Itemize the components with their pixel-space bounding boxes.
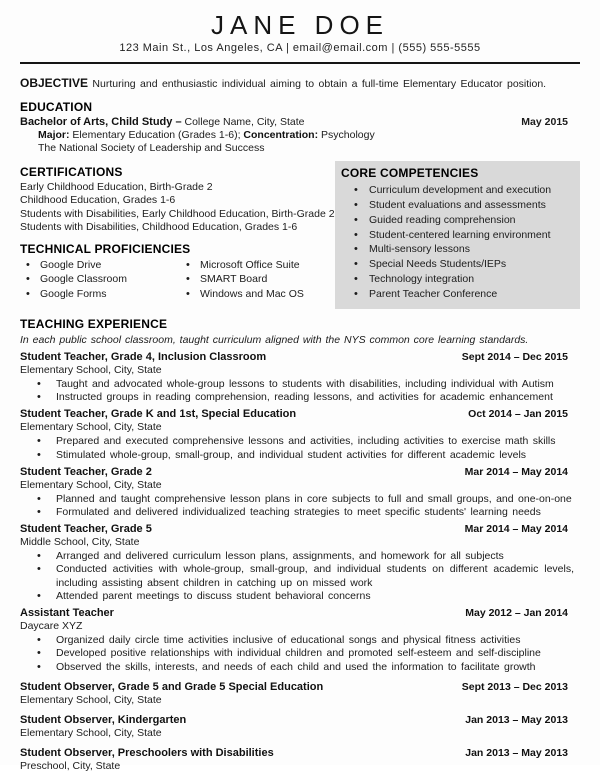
job-date: May 2012 – Jan 2014: [465, 606, 580, 620]
candidate-name: JANE DOE: [20, 10, 580, 40]
education-section: [20, 100, 580, 156]
job-date: Jan 2013 – May 2013: [465, 713, 580, 727]
certification-item: Childhood Education, Grades 1-6: [20, 194, 335, 208]
objective-text: Nurturing and enthusiastic individual aiming to obtain a full-time Elementary Educator position.: [88, 78, 546, 90]
job-date: Mar 2014 – May 2014: [465, 522, 580, 536]
header-divider: [20, 62, 580, 64]
objective-paragraph: [20, 77, 580, 91]
job-bullet: • Observed the skills, interests, and needs of each child and used the information to facilitate growth: [20, 661, 580, 674]
major-label: Major:: [38, 129, 70, 141]
certification-item: Students with Disabilities, Early Childhood Education, Birth-Grade 2: [20, 208, 335, 222]
technical-proficiencies-heading: TECHNICAL PROFICIENCIES: [20, 242, 335, 256]
experience-section: [20, 317, 580, 772]
left-column: [20, 161, 335, 301]
job-title: Assistant Teacher: [20, 606, 114, 620]
job-bullet-list: [20, 378, 580, 405]
job-bullet: • Conducted activities with whole-group, small-group, and individual students on different academic levels, including assisting absent children in catching up on missed work: [20, 563, 580, 590]
job-date: Jan 2013 – May 2013: [465, 746, 580, 760]
tech-column-2: [180, 258, 304, 301]
certifications-list: [20, 181, 335, 235]
job-organization: Daycare XYZ: [20, 620, 580, 633]
objective-label: OBJECTIVE: [20, 76, 88, 90]
experience-heading: TEACHING EXPERIENCE: [20, 317, 580, 331]
job-bullet-list: [20, 634, 580, 674]
middle-two-column-zone: [20, 161, 580, 309]
job-date: Oct 2014 – Jan 2015: [468, 407, 580, 421]
degree-title: Bachelor of Arts, Child Study –: [20, 116, 182, 128]
experience-entry: [20, 746, 580, 772]
job-organization: Elementary School, City, State: [20, 479, 580, 492]
job-title: Student Teacher, Grade K and 1st, Special Education: [20, 407, 296, 421]
education-date: May 2015: [521, 115, 580, 129]
job-title: Student Teacher, Grade 4, Inclusion Classroom: [20, 350, 266, 364]
job-title: Student Observer, Grade 5 and Grade 5 Special Education: [20, 680, 323, 694]
job-date: Sept 2014 – Dec 2015: [462, 350, 580, 364]
job-bullet-list: [20, 493, 580, 520]
job-bullet: • Planned and taught comprehensive lesson plans in core subjects to full and small groups, and one-on-one: [20, 493, 580, 506]
experience-entry: [20, 522, 580, 603]
job-title-row: [20, 606, 580, 620]
core-competencies-box: [335, 161, 580, 309]
job-bullet-list: [20, 550, 580, 603]
competency-item: • Curriculum development and execution: [341, 183, 574, 198]
education-heading: EDUCATION: [20, 100, 580, 114]
job-organization: Middle School, City, State: [20, 536, 580, 549]
experience-entry: [20, 407, 580, 461]
job-bullet: • Prepared and executed comprehensive lessons and activities, including activities to exercise math skills: [20, 435, 580, 448]
concentration-label: Concentration:: [243, 129, 318, 141]
certifications-heading: CERTIFICATIONS: [20, 165, 335, 179]
education-major-line: [20, 129, 580, 142]
education-degree-row: [20, 115, 580, 129]
job-title-row: [20, 522, 580, 536]
tech-item: • Windows and Mac OS: [180, 287, 304, 301]
job-date: Mar 2014 – May 2014: [465, 465, 580, 479]
major-text: Elementary Education (Grades 1-6);: [70, 129, 244, 141]
job-title-row: [20, 680, 580, 694]
tech-column-1: [20, 258, 180, 301]
education-honor-line: The National Society of Leadership and Success: [20, 142, 580, 155]
job-date: Sept 2013 – Dec 2013: [462, 680, 580, 694]
tech-item: • Microsoft Office Suite: [180, 258, 304, 272]
competency-item: • Multi-sensory lessons: [341, 242, 574, 257]
degree-school: College Name, City, State: [182, 116, 305, 128]
tech-item: • Google Drive: [20, 258, 180, 272]
competency-item: • Student-centered learning environment: [341, 228, 574, 243]
job-organization: Elementary School, City, State: [20, 694, 580, 707]
job-bullet: • Arranged and delivered curriculum lesson plans, assignments, and homework for all subjects: [20, 550, 580, 563]
job-title: Student Observer, Preschoolers with Disabilities: [20, 746, 274, 760]
experience-entry: [20, 606, 580, 674]
resume-header: [20, 10, 580, 55]
job-title-row: [20, 465, 580, 479]
tech-item: • SMART Board: [180, 272, 304, 286]
certification-item: Early Childhood Education, Birth-Grade 2: [20, 181, 335, 195]
job-title: Student Teacher, Grade 2: [20, 465, 152, 479]
job-title-row: [20, 713, 580, 727]
job-title-row: [20, 746, 580, 760]
experience-intro: In each public school classroom, taught curriculum aligned with the NYS common core learning standards.: [20, 334, 580, 347]
job-bullet: • Organized daily circle time activities inclusive of educational songs and physical fitness activities: [20, 634, 580, 647]
job-bullet: • Formulated and delivered individualized teaching strategies to meet specific students' learning needs: [20, 506, 580, 519]
experience-entry: [20, 465, 580, 519]
contact-line: 123 Main St., Los Angeles, CA | email@email.com | (555) 555-5555: [20, 42, 580, 55]
job-bullet: • Instructed groups in reading comprehension, reading lessons, and activities for academic enhancement: [20, 391, 580, 404]
certification-item: Students with Disabilities, Childhood Education, Grades 1-6: [20, 221, 335, 235]
job-organization: Elementary School, City, State: [20, 364, 580, 377]
core-competencies-list: [341, 183, 574, 302]
job-bullet: • Developed positive relationships with individual children and promoted self-esteem and self-discipline: [20, 647, 580, 660]
job-organization: Elementary School, City, State: [20, 421, 580, 434]
job-bullet: • Stimulated whole-group, small-group, and individual student activities for different academic levels: [20, 449, 580, 462]
job-title-row: [20, 407, 580, 421]
technical-proficiencies-lists: [20, 258, 335, 301]
job-title: Student Teacher, Grade 5: [20, 522, 152, 536]
degree-line: [20, 115, 305, 129]
core-competencies-heading: CORE COMPETENCIES: [341, 166, 574, 180]
competency-item: • Student evaluations and assessments: [341, 198, 574, 213]
job-bullet: • Attended parent meetings to discuss student behavioral concerns: [20, 590, 580, 603]
job-organization: Elementary School, City, State: [20, 727, 580, 740]
competency-item: • Guided reading comprehension: [341, 213, 574, 228]
job-bullet-list: [20, 435, 580, 462]
experience-entry: [20, 680, 580, 707]
job-organization: Preschool, City, State: [20, 760, 580, 772]
job-bullet: • Taught and advocated whole-group lessons to students with disabilities, including individual with Autism: [20, 378, 580, 391]
tech-item: • Google Forms: [20, 287, 180, 301]
job-title: Student Observer, Kindergarten: [20, 713, 186, 727]
competency-item: • Technology integration: [341, 272, 574, 287]
job-title-row: [20, 350, 580, 364]
concentration-text: Psychology: [318, 129, 375, 141]
tech-item: • Google Classroom: [20, 272, 180, 286]
experience-entry: [20, 713, 580, 740]
experience-entry: [20, 350, 580, 404]
competency-item: • Parent Teacher Conference: [341, 287, 574, 302]
competency-item: • Special Needs Students/IEPs: [341, 257, 574, 272]
